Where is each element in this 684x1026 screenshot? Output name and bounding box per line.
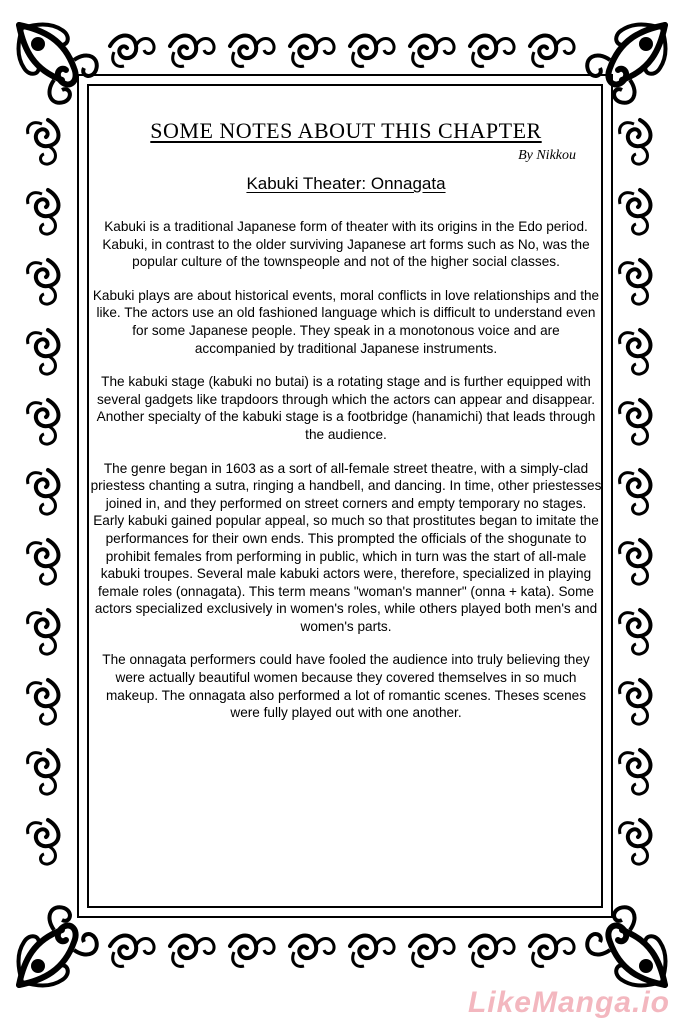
section-heading: Kabuki Theater: Onnagata	[246, 174, 446, 193]
paragraph-intro: Kabuki is a traditional Japanese form of theater with its origins in the Edo period. Kabuki, in contrast to the older surviving Japanese art forms such as No, was the popular culture of the townspeople and not of the higher social classes.	[102, 219, 590, 270]
byline: By Nikkou	[518, 148, 576, 163]
watermark: LikeManga.io	[467, 986, 670, 1019]
paragraph-history: The genre began in 1603 as a sort of all-female street theatre, with a simply-clad priestess chanting a sutra, ringing a handbell, and dancing. In time, other priestesses joined in, and they performed on street corners and empty temporary no stages. Early kabuki gained popular appeal, so much so that prostitutes began to imitate the performances for their own ends. This prompted the officials of the shogunate to prohibit females from performing in public, which in turn was the start of all-male kabuki troupes. Several male kabuki actors were, therefore, specialized in playing female roles (onnagata). This term means "woman's manner" (onna + kata). Some actors specialized exclusively in women's roles, while others played both men's and women's parts.	[90, 460, 602, 634]
page-title: SOME NOTES ABOUT THIS CHAPTER	[150, 118, 542, 143]
paragraph-onnagata: The onnagata performers could have fooled the audience into truly believing they were actually beautiful women because they covered themselves in so much makeup. The onnagata also performed a lot of romantic scenes. Theses scenes were fully played out with one another.	[102, 652, 590, 721]
paragraph-stage: The kabuki stage (kabuki no butai) is a rotating stage and is further equipped with several gadgets like trapdoors through which the actors can appear and disappear. Another specialty of the kabuki stage is a footbridge (hanamichi) that leads through the audience.	[96, 374, 596, 442]
notes-text-block	[90, 118, 602, 738]
paragraph-plays: Kabuki plays are about historical events, moral conflicts in love relationships and the like. The actors use an old fashioned language which is difficult to understand even for some Japanese people. They speak in a monotonous voice and are accompanied by traditional Japanese instruments.	[92, 287, 600, 356]
